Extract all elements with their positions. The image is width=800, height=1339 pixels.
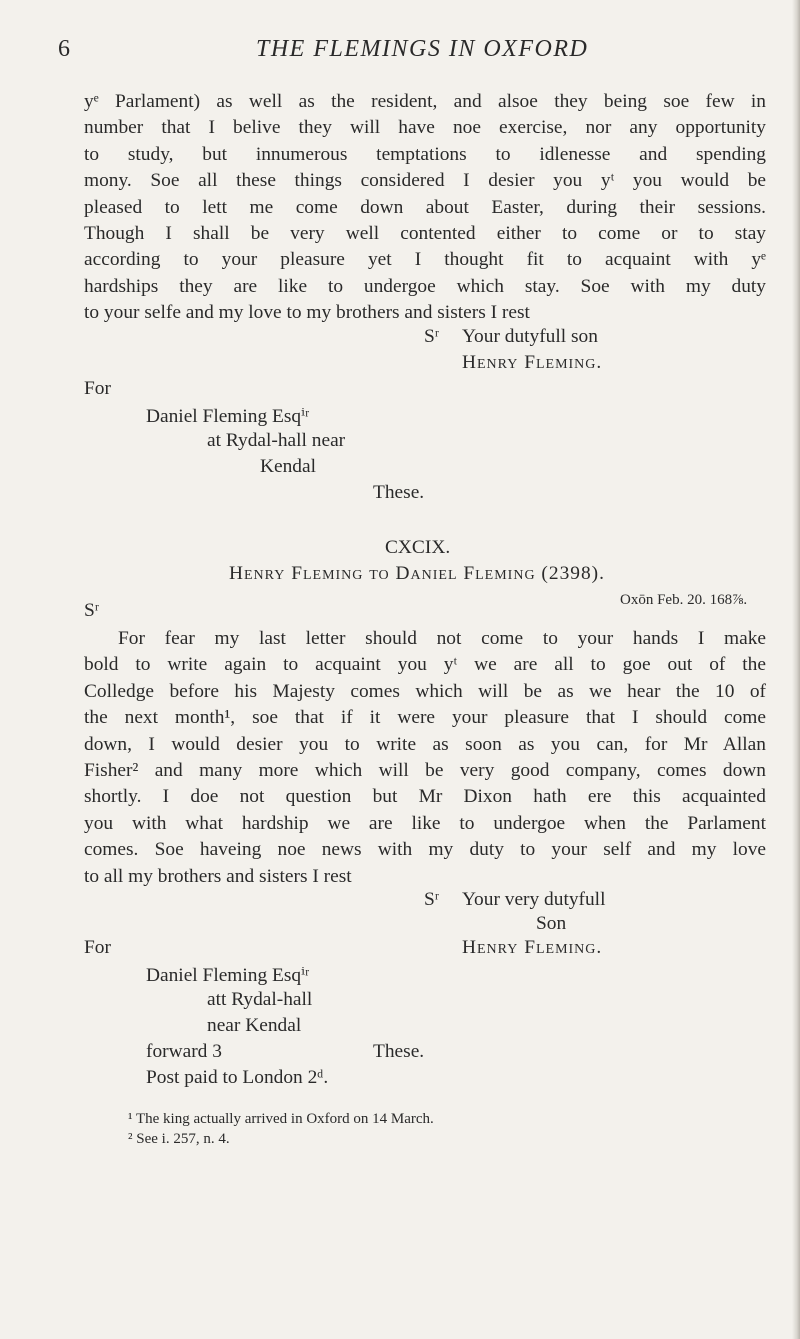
- letter2-line: the next month¹, soe that if it were your pleasure that I should come: [84, 707, 766, 729]
- letter-number: CXCIX.: [385, 537, 451, 558]
- letter1-address-line: Daniel Fleming Esqⁱʳ: [146, 406, 310, 427]
- letter1-address-for: For: [84, 378, 111, 399]
- letter1-line: to study, but innumerous temptations to idlenesse and spending: [84, 143, 766, 165]
- page-number: 6: [58, 36, 70, 62]
- letter2-closing: Your very dutyfull: [462, 889, 606, 910]
- letter2-address-line: near Kendal: [207, 1015, 302, 1036]
- letter2-line: For fear my last letter should not come to your hands I make: [118, 628, 766, 649]
- page-edge-shadow: [792, 0, 800, 1339]
- letter1-line: mony. Soe all these things considered I desier you yᵗ you would be: [84, 170, 766, 192]
- letter2-line: bold to write again to acquaint you yᵗ we are all to goe out of the: [84, 654, 766, 676]
- letter2-line: shortly. I doe not question but Mr Dixon hath ere this acquainted: [84, 786, 766, 808]
- letter1-line: number that I belive they will have noe exercise, nor any opportunity: [84, 117, 766, 139]
- letter1-line: hardships they are like to undergoe which stay. Soe with my duty: [84, 275, 766, 297]
- letter2-body: [84, 626, 766, 890]
- letter1-body: [84, 89, 766, 327]
- letter2-line: down, I would desier you to write as soon as you can, for Mr Allan: [84, 733, 766, 755]
- letter2-line: Fisher² and many more which will be very good company, comes down: [84, 759, 766, 781]
- letter2-line: Colledge before his Majesty comes which will be as we hear the 10 of: [84, 680, 766, 702]
- letter1-address-line: at Rydal-hall near: [207, 430, 346, 451]
- letter1-address-line: Kendal: [260, 456, 316, 477]
- letter2-address-these: These.: [373, 1041, 425, 1062]
- letter-heading: Henry Fleming to Daniel Fleming (2398).: [229, 563, 605, 584]
- letter1-line: pleased to lett me come down about Easter, during their sessions.: [84, 196, 766, 218]
- letter2-address-post: Post paid to London 2ᵈ.: [146, 1067, 329, 1088]
- letter2-signature: Henry Fleming.: [462, 937, 603, 958]
- letter2-salutation: Sʳ: [84, 600, 99, 621]
- running-head: THE FLEMINGS IN OXFORD: [256, 36, 589, 62]
- letter1-address-these: These.: [373, 482, 425, 503]
- letter1-signature: Henry Fleming.: [462, 352, 603, 373]
- footnote-2: ² See i. 257, n. 4.: [128, 1131, 230, 1147]
- letter2-address-line: Daniel Fleming Esqⁱʳ: [146, 965, 310, 986]
- letter2-line: to all my brothers and sisters I rest: [84, 865, 352, 887]
- letter2-line: you with what hardship we are like to undergoe when the Parlament: [84, 812, 766, 834]
- letter1-closing: Your dutyfull son: [462, 326, 598, 347]
- letter2-closing-sr: Sʳ: [424, 889, 439, 910]
- letter1-line: according to your pleasure yet I thought fit to acquaint with yᵉ: [84, 249, 766, 271]
- letter1-line: to your selfe and my love to my brothers and sisters I rest: [84, 302, 530, 324]
- letter1-line: Though I shall be very well contented either to come or to stay: [84, 222, 766, 244]
- letter-dateline: Oxōn Feb. 20. 168⅞.: [620, 592, 748, 608]
- letter1-line: yᵉ Parlament) as well as the resident, and alsoe they being soe few in: [84, 91, 766, 112]
- letter2-line: comes. Soe haveing noe news with my duty to your self and my love: [84, 839, 766, 861]
- letter2-address-for: For: [84, 937, 111, 958]
- footnote-1: ¹ The king actually arrived in Oxford on 14 March.: [128, 1111, 434, 1127]
- letter1-closing-sr: Sʳ: [424, 326, 439, 347]
- letter2-address-forward: forward 3: [146, 1041, 222, 1062]
- letter2-address-line: att Rydal-hall: [207, 989, 313, 1010]
- letter2-closing-son: Son: [536, 913, 567, 934]
